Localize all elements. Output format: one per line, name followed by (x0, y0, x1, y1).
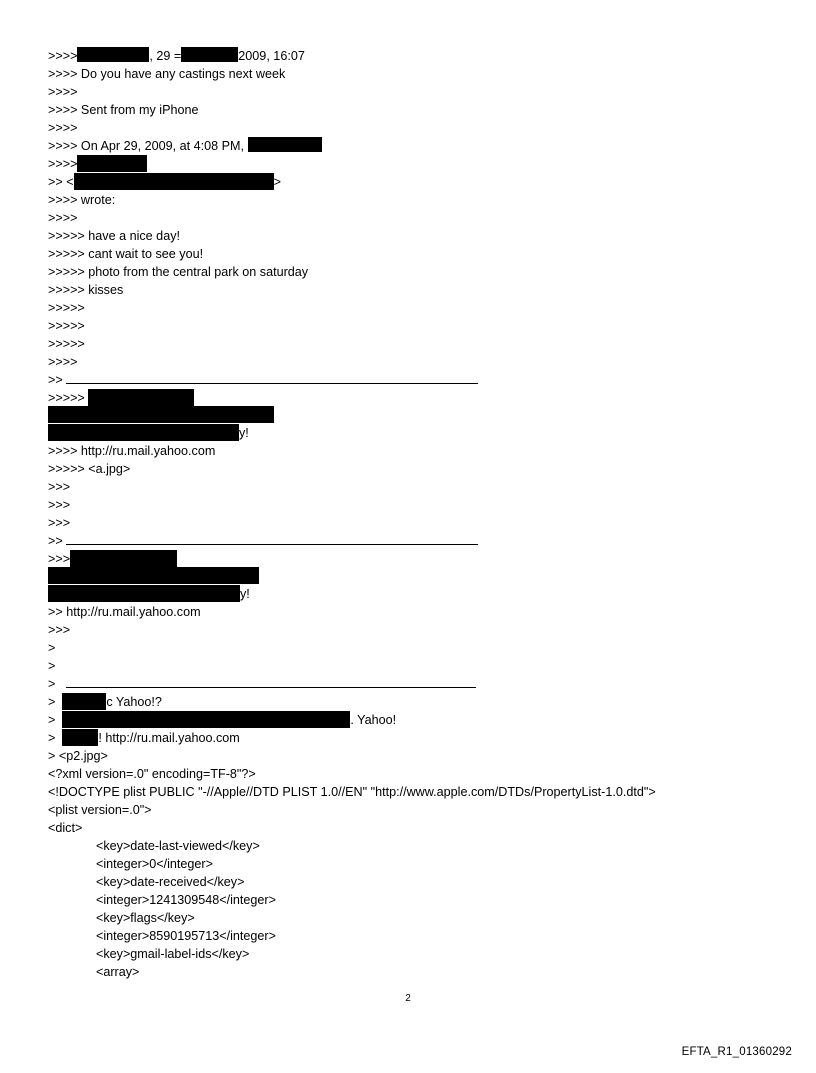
header-date-line: >>>> , 29 = 2009, 16:07 (48, 49, 305, 63)
text-line: >>>> http://ru.mail.yahoo.com (48, 444, 216, 458)
redaction-block (74, 173, 274, 190)
text-line: >>>> On Apr 29, 2009, at 4:08 PM, (48, 137, 322, 155)
text-line: >>>>> photo from the central park on saturday (48, 265, 309, 279)
horizontal-rule (66, 371, 478, 384)
redaction-block (48, 567, 259, 584)
text-line: y! (48, 585, 250, 603)
redaction-block (88, 389, 194, 406)
text-line: >>>>> <a.jpg> (48, 462, 131, 476)
text-line: <integer>0</integer> (96, 857, 213, 871)
redaction-block (48, 406, 274, 423)
text-line: > (48, 659, 56, 673)
text-line: >>> (48, 550, 177, 568)
text-line: >>>> (48, 121, 78, 135)
text-line: <integer>1241309548</integer> (96, 893, 276, 907)
text-line: <plist version=.0"> (48, 803, 152, 817)
redaction-block (62, 729, 98, 746)
text-line: >>>>> (48, 389, 194, 407)
text-line: <key>flags</key> (96, 911, 195, 925)
text-line: > <p2.jpg> (48, 749, 108, 763)
text-line: > ! http://ru.mail.yahoo.com (48, 731, 240, 745)
text-line: <key>date-received</key> (96, 875, 245, 889)
text-line: <!DOCTYPE plist PUBLIC "-//Apple//DTD PLIST 1.0//EN" "http://www.apple.com/DTDs/PropertyList-1.0.dtd"> (48, 785, 656, 799)
text-line: >>>> Sent from my iPhone (48, 103, 199, 117)
text-line: >>>>> (48, 319, 85, 333)
separator-line: >> (48, 371, 478, 389)
text-line: <dict> (48, 821, 83, 835)
text-line: > c Yahoo!? (48, 695, 162, 709)
text-line: <integer>8590195713</integer> (96, 929, 276, 943)
text-line: > (48, 641, 56, 655)
text-line: <key>date-last-viewed</key> (96, 839, 260, 853)
redaction-block (48, 585, 240, 602)
text-line: >>>>> (48, 337, 85, 351)
page-number: 2 (405, 993, 411, 1004)
text-line: >>>>> cant wait to see you! (48, 247, 204, 261)
document-id-footer: EFTA_R1_01360292 (681, 1046, 792, 1058)
text-line: >>>>> kisses (48, 283, 124, 297)
text-line: >>>> (48, 211, 78, 225)
text-line: >>> (48, 480, 71, 494)
horizontal-rule (66, 532, 478, 545)
separator-line: > (48, 675, 476, 693)
text-line: >>>>> have a nice day! (48, 229, 180, 243)
redaction-block (62, 693, 106, 710)
text-line: > . Yahoo! (48, 713, 397, 727)
redaction-block (77, 155, 147, 172)
redaction-block (248, 137, 322, 152)
text-line: >>>> wrote: (48, 193, 116, 207)
horizontal-rule (66, 675, 476, 688)
text-line: >>> (48, 516, 71, 530)
text-line: >>>>> (48, 301, 85, 315)
text-line: >> http://ru.mail.yahoo.com (48, 605, 201, 619)
text-line: >>>> (48, 85, 78, 99)
redaction-block (77, 47, 149, 62)
redaction-block (181, 47, 238, 62)
text-line: >>>> (48, 155, 147, 173)
separator-line: >> (48, 532, 478, 550)
redaction-block (70, 550, 177, 567)
text-line: >>> (48, 623, 71, 637)
email-address-line: >> < > (48, 175, 281, 189)
text-line: y! (48, 424, 249, 442)
redaction-block (48, 424, 239, 441)
text-line: >>>> Do you have any castings next week (48, 67, 286, 81)
text-line: <key>gmail-label-ids</key> (96, 947, 250, 961)
redaction-block (62, 711, 350, 728)
text-line: >>> (48, 498, 71, 512)
text-line: <?xml version=.0" encoding=TF-8"?> (48, 767, 256, 781)
text-line: <array> (96, 965, 140, 979)
text-line: >>>> (48, 355, 78, 369)
